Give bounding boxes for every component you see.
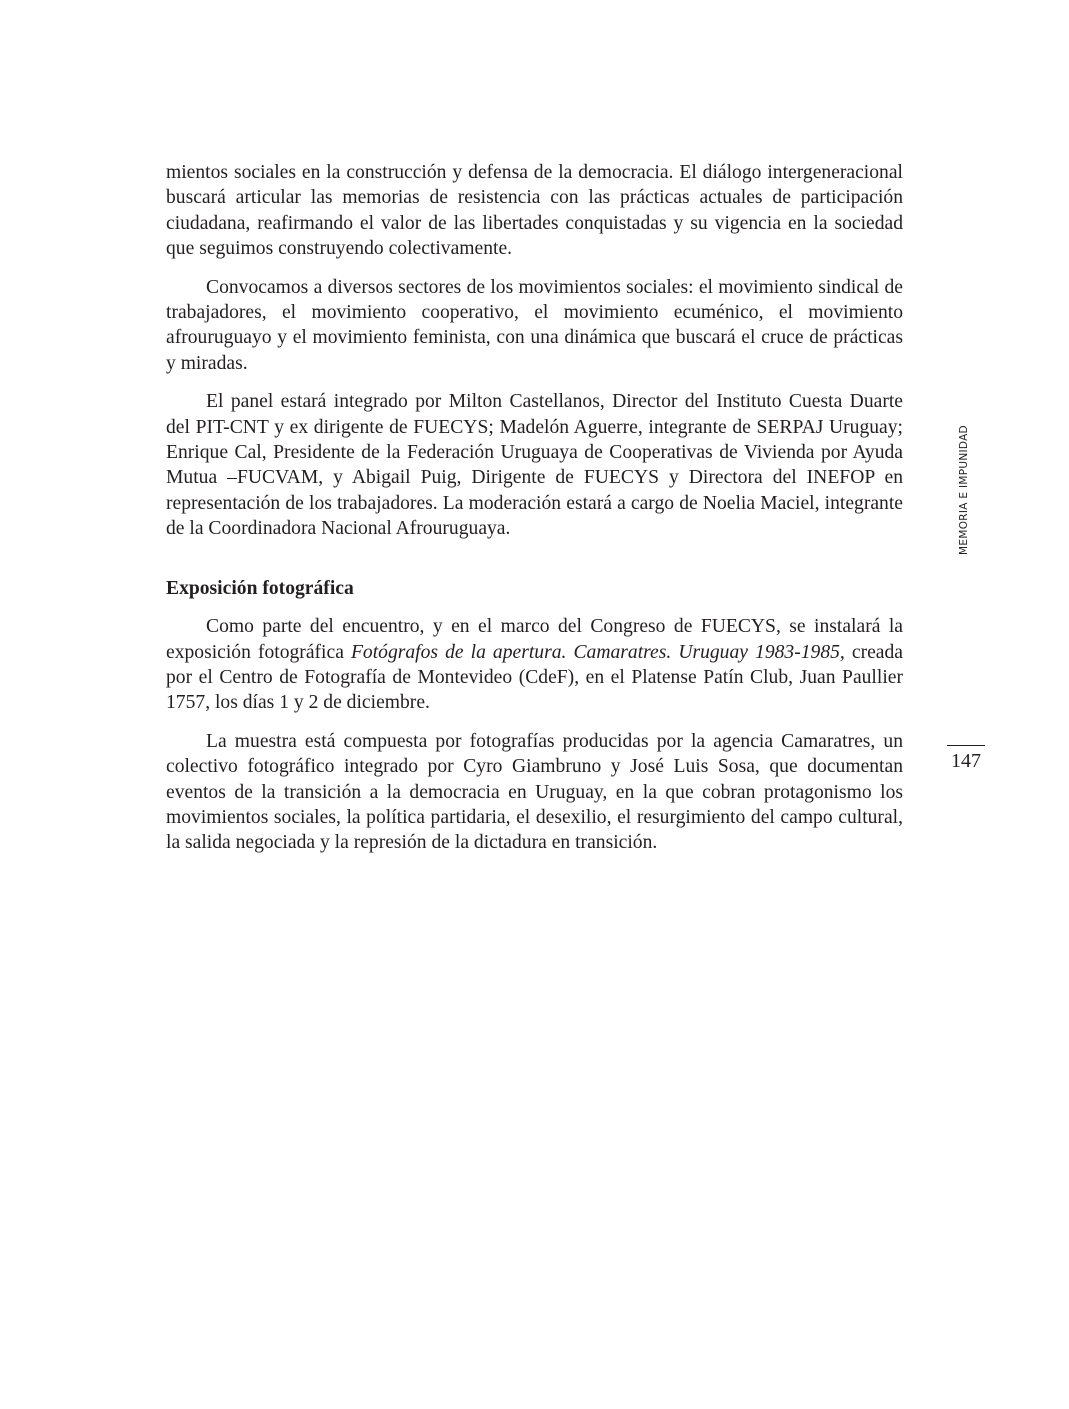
- paragraph-sample: La muestra está compuesta por fotografías producidas por la agencia Camaratres, un colectivo fotográfico integrado por Cyro Giambruno y José Luis Sosa, que documentan eventos de la transición a la democracia en Uruguay, en la que cobran protagonismo los movimientos sociales, la política partidaria, el desexilio, el resurgimiento del campo cultural, la salida negociada y la represión de la dictadura en transición.: [166, 730, 903, 854]
- paragraph-convocation: Convocamos a diversos sectores de los movimientos sociales: el movimiento sindical de trabajadores, el movimiento cooperativo, el movimiento ecuménico, el movimiento afrouruguayo y el movimiento feminista, con una dinámica que buscará el cruce de prácticas y miradas.: [166, 276, 903, 374]
- exhibition-text-start: Como parte del encuentro, y en el marco del Congreso de FUECYS, se instalará la exposición fotográfica: [166, 616, 903, 663]
- paragraph-continuation: mientos sociales en la construcción y defensa de la democracia. El diálogo intergeneracional buscará articular las memorias de resistencia con las prácticas actuales de participación ciudadana, reafirmando el valor de las libertades conquistadas y su vigencia en la sociedad que seguimos construyendo colectivamente.: [166, 162, 903, 260]
- section-heading: Exposición fotográfica: [166, 577, 354, 599]
- page-number: 147: [947, 745, 985, 773]
- paragraph-exhibition: [166, 614, 903, 716]
- paragraph-panel: El panel estará integrado por Milton Castellanos, Director del Instituto Cuesta Duarte del PIT-CNT y ex dirigente de FUECYS; Madelón Aguerre, integrante de SERPAJ Uruguay; Enrique Cal, Presidente de la Federación Uruguaya de Cooperativas de Vivienda por Ayuda Mutua –FUCVAM, y Abigail Puig, Dirigente de FUECYS y Directora del INEFOP en representación de los trabajadores. La moderación estará a cargo de Noelia Maciel, integrante de la Coordinadora Nacional Afrouruguaya.: [166, 391, 903, 540]
- exhibition-title: Fotógrafos de la apertura. Camaratres. Uruguay 1983-1985,: [350, 641, 845, 663]
- running-header-text: MEMORIA E IMPUNIDAD: [958, 425, 970, 555]
- exhibition-text-end: creada por el Centro de Fotografía de Montevideo (CdeF), en el Platense Patín Club, Juan Paullier 1757, los días 1 y 2 de diciembre.: [166, 641, 903, 714]
- body-text: [166, 160, 903, 869]
